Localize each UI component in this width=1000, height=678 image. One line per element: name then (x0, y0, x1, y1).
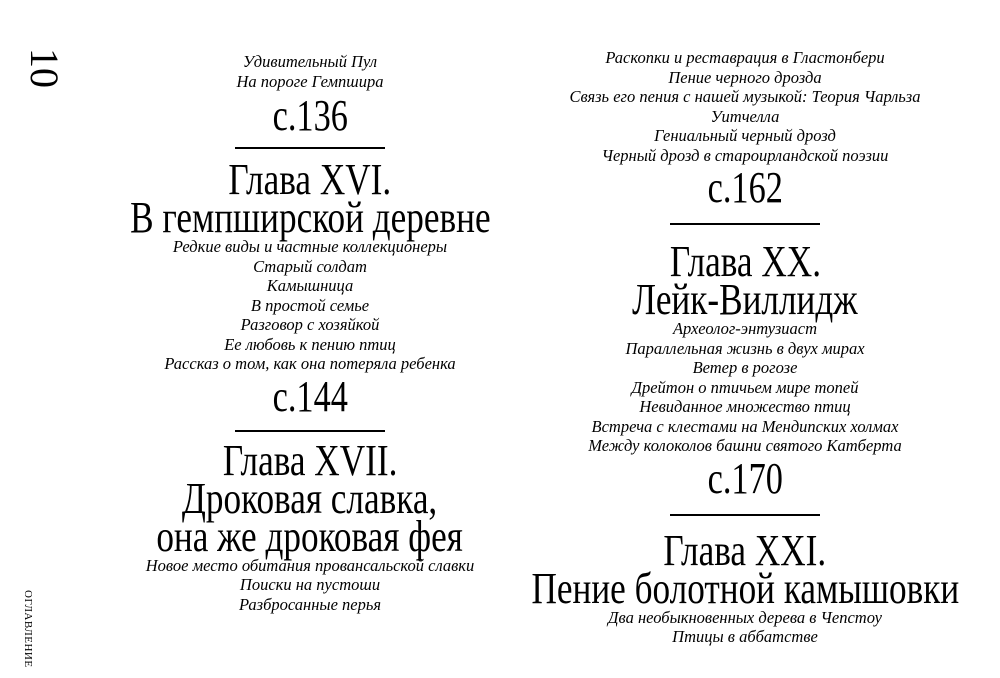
chapter-title: Глава XVII. (222, 435, 398, 485)
toc-item: Камышница (266, 276, 354, 295)
page-reference: с.170 (707, 453, 783, 503)
chapter-title: она же дроковая фея (156, 511, 464, 561)
toc-item: Связь его пения с нашей музыкой: Теория Чарльза (569, 87, 921, 106)
toc-item: Между колоколов башни святого Катберта (588, 436, 902, 455)
page-number: 10 (22, 48, 67, 88)
toc-item: Птицы в аббатстве (672, 627, 818, 646)
toc-item: Встреча с клестами на Мендипских холмах (591, 416, 899, 436)
toc-item: Удивительный Пул (242, 52, 378, 71)
toc-item: Новое место обитания провансальской славки (145, 555, 475, 575)
toc-item: Старый солдат (253, 256, 367, 276)
page-reference: с.162 (707, 163, 783, 212)
toc-item: Ветер в рогозе (692, 358, 798, 377)
divider (235, 147, 385, 149)
page-reference: с.144 (272, 371, 348, 421)
left-column (110, 0, 510, 678)
toc-item: Пение черного дрозда (668, 67, 822, 87)
chapter-title: В гемпширской деревне (129, 193, 491, 242)
toc-item: Ее любовь к пению птиц (224, 334, 396, 354)
right-column (530, 0, 960, 678)
toc-item: Поиски на пустоши (239, 575, 381, 594)
toc-item: Дрейтон о птичьем мире топей (631, 377, 859, 397)
toc-item: Рассказ о том, как она потеряла ребенка (164, 354, 456, 373)
toc-item: Два необыкновенных дерева в Чепстоу (608, 607, 882, 627)
toc-item: Редкие виды и частные коллекционеры (172, 237, 448, 256)
toc-item: В простой семье (250, 295, 370, 315)
toc-item: Уитчелла (710, 106, 780, 126)
chapter-title: Пение болотной камышовки (531, 563, 959, 613)
toc-item: Археолог-энтузиаст (672, 319, 818, 338)
toc-item: Параллельная жизнь в двух мирах (625, 338, 865, 358)
page-reference: с.136 (272, 91, 348, 140)
chapter-title: Глава XVI. (228, 155, 392, 204)
toc-item: Гениальный черный дрозд (654, 126, 836, 145)
chapter-title: Глава XX. (669, 237, 821, 286)
toc-item: Невиданное множество птиц (639, 397, 851, 416)
section-label: ОГЛАВЛЕНИЕ (22, 590, 34, 668)
chapter-title: Дроковая славка, (182, 473, 438, 523)
chapter-title: Лейк-Виллидж (632, 275, 858, 324)
toc-item: Разговор с хозяйкой (240, 315, 380, 334)
toc-item: Черный дрозд в староирландской поэзии (601, 145, 889, 165)
divider (670, 514, 820, 516)
toc-item: Раскопки и реставрация в Гластонбери (605, 48, 885, 67)
divider (670, 223, 820, 225)
divider (235, 430, 385, 432)
chapter-title: Глава XXI. (663, 525, 827, 575)
toc-item: Разбросанные перья (238, 594, 382, 614)
toc-item: На пороге Гемпшира (236, 71, 384, 91)
